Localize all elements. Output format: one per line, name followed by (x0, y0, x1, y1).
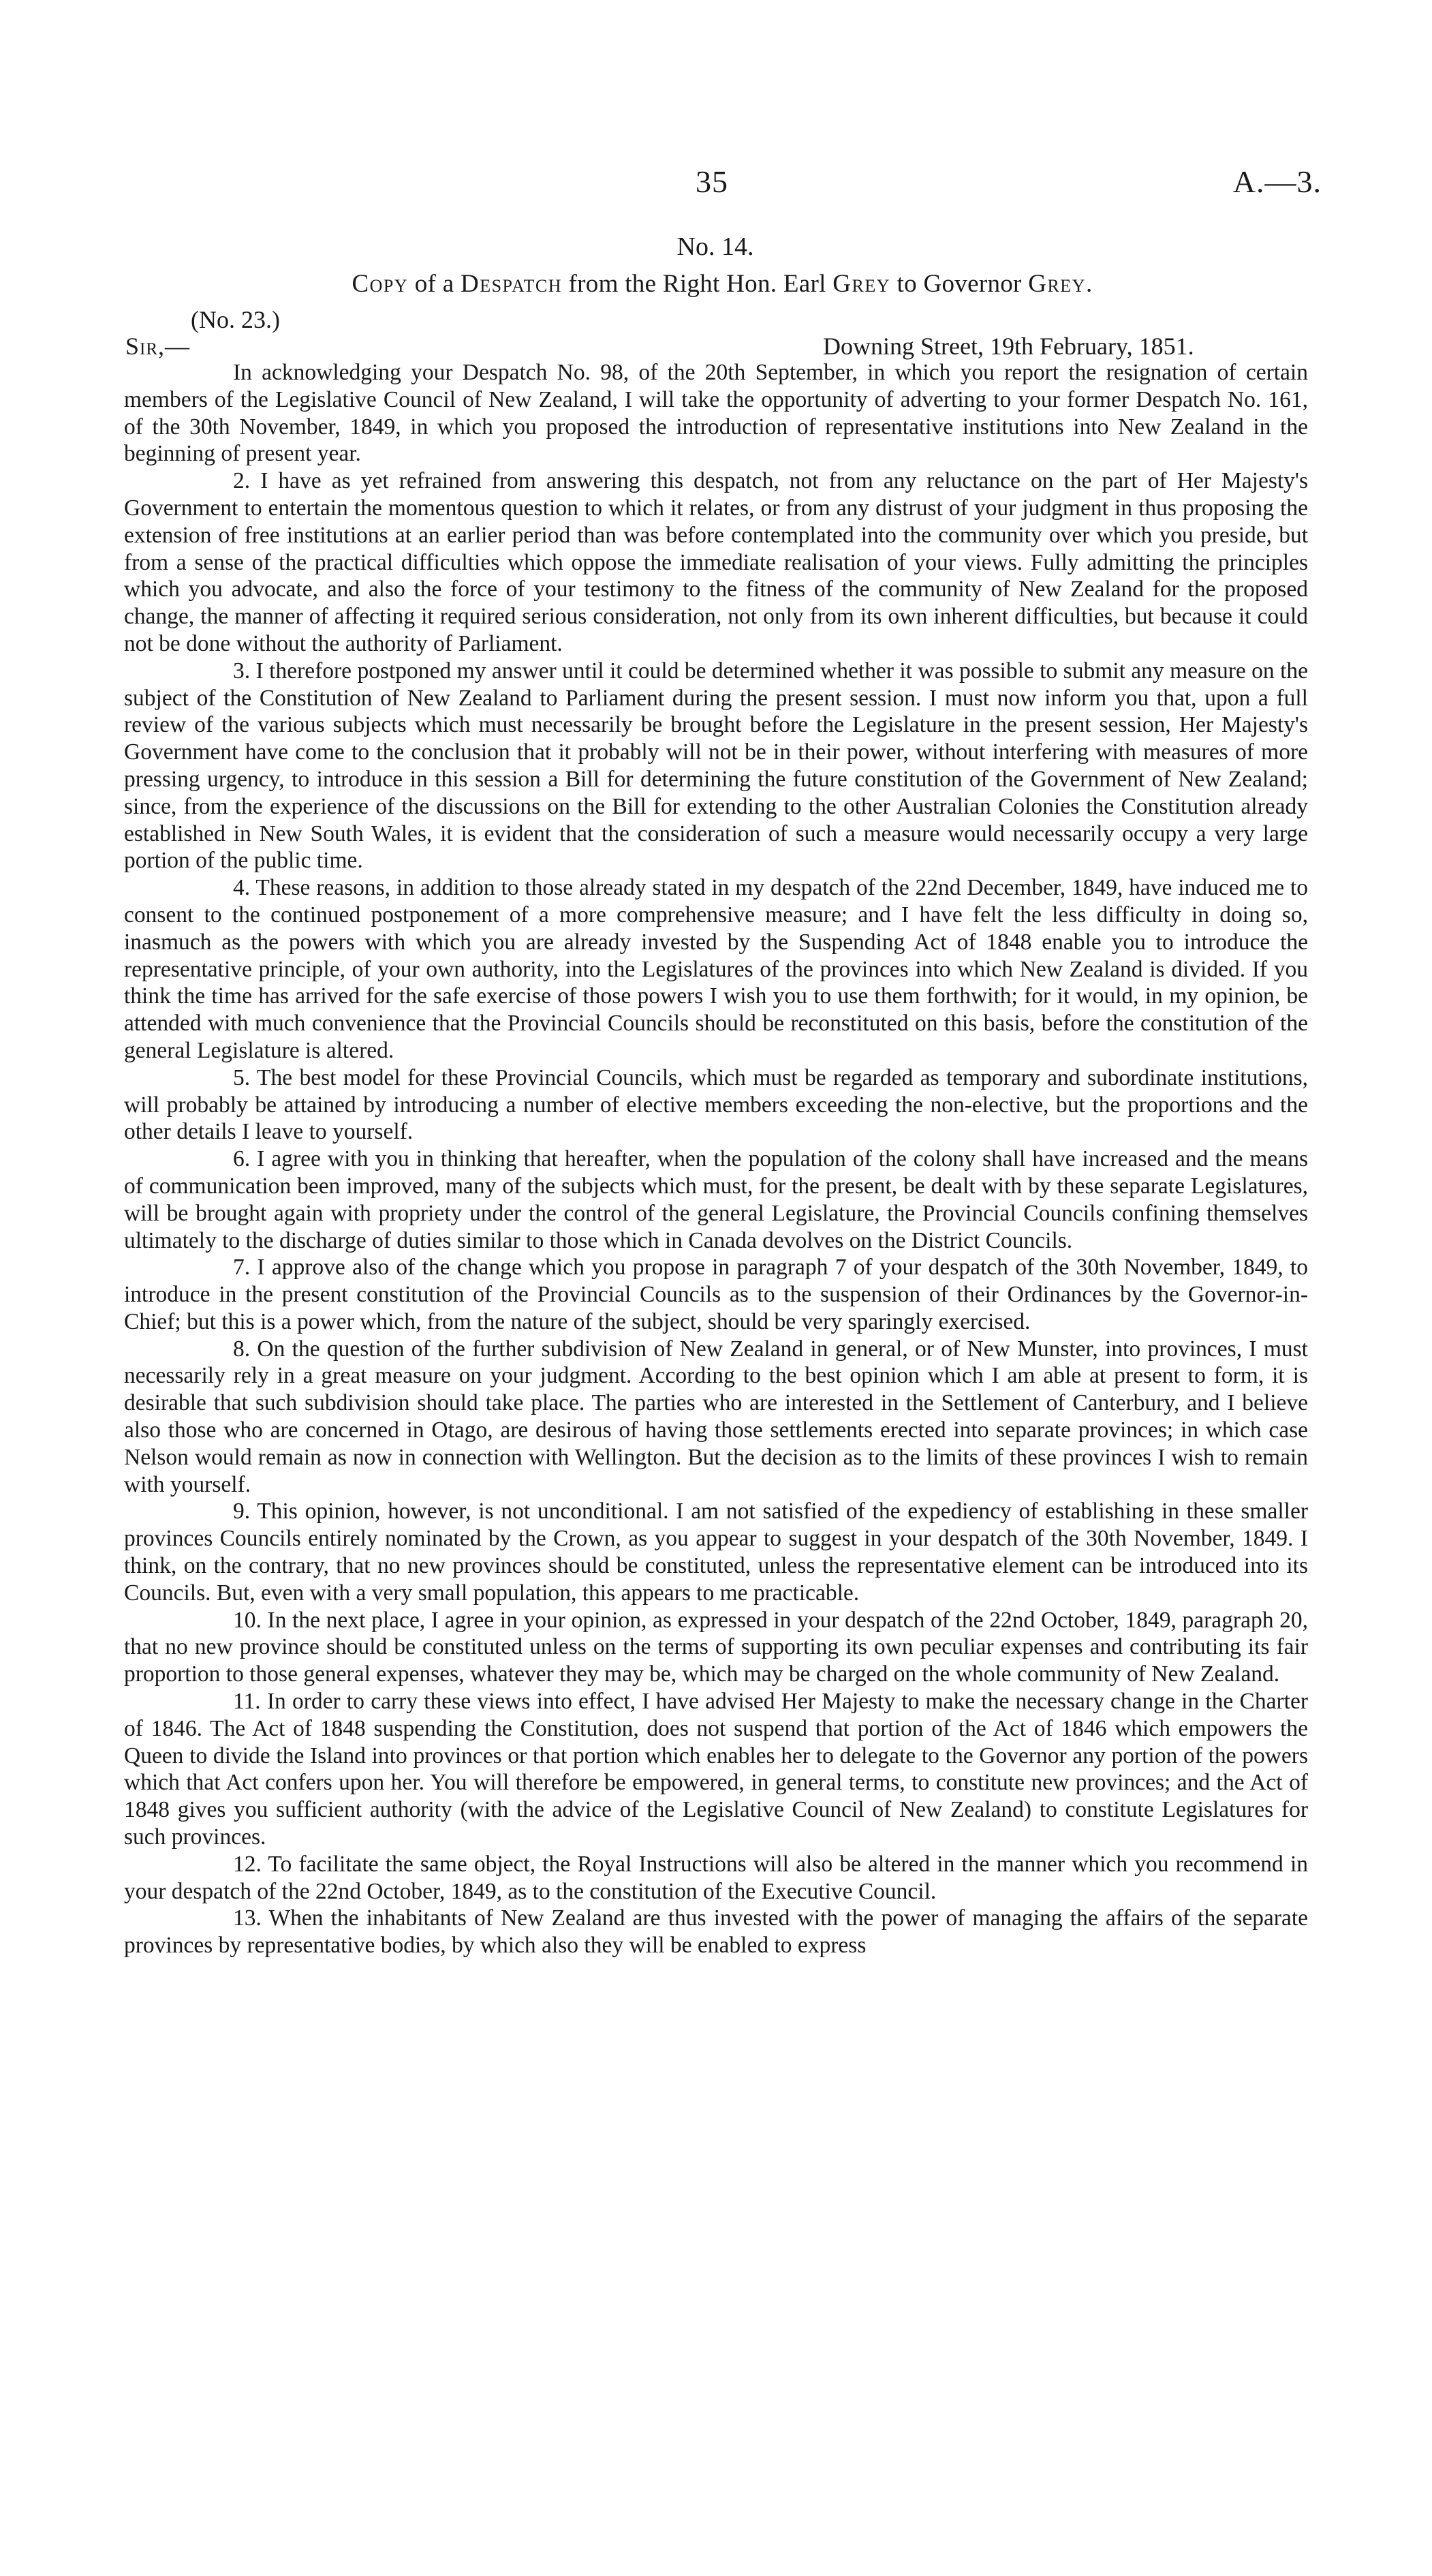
salutation: Sir,— (125, 333, 191, 360)
page-reference: A.—3. (1232, 164, 1322, 199)
paragraph-10: 10. In the next place, I agree in your opinion, as expressed in your despatch of the 22nd October, 1849, paragraph 20, that no new province should be constituted unless on the terms of supporting its own peculiar expenses and contributing its fair proportion to those general expenses, whatever they may be, which may be charged on the whole community of New Zealand. (124, 1607, 1308, 1687)
title-end: . (1085, 270, 1093, 298)
title-despatch: Despatch (460, 270, 562, 298)
title-of-a: of a (408, 270, 461, 298)
despatch-number: (No. 23.) (191, 306, 280, 333)
paragraph-7: 7. I approve also of the change which you propose in paragraph 7 of your despatch of the 30th November, 1849, to introduce in the present constitution of the Provincial Councils as to the suspension of their Ordinances by the Governor-in-Chief; but this is a power which, from the nature of the subject, should be very sparingly exercised. (124, 1255, 1308, 1334)
title-from: from the Right Hon. Earl (562, 270, 833, 298)
title-recipient: Grey (1028, 270, 1086, 298)
paragraph-1: In acknowledging your Despatch No. 98, of the 20th September, in which you report the resignation of certain members of the Legislative Council of New Zealand, I will take the opportunity of adverting to your former Despatch No. 161, of the 30th November, 1849, in which you proposed the introduction of representative institutions into New Zealand in the beginning of present year. (124, 360, 1308, 467)
title-copy: Copy (352, 270, 409, 298)
paragraph-9: 9. This opinion, however, is not unconditional. I am not satisfied of the expediency of establishing in these smaller provinces Councils entirely nominated by the Crown, as you appear to suggest in your despatch of the 30th November, 1849. I think, on the contrary, that no new provinces should be constituted, unless the representative element can be introduced into its Councils. But, even with a very small population, this appears to me practicable. (124, 1499, 1308, 1606)
paragraph-3: 3. I therefore postponed my answer until it could be determined whether it was possible to submit any measure on the subject of the Constitution of New Zealand to Parliament during the present session. I must now inform you that, upon a full review of the various subjects which must necessarily be brought before the Legislature in the present session, Her Majesty's Government have come to the conclusion that it probably will not be in their power, without interfering with measures of more pressing urgency, to introduce in this session a Bill for determining the future constitution of the Government of New Zealand; since, from the experience of the discussions on the Bill for extending to the other Australian Colonies the Constitution already established in New South Wales, it is evident that the consideration of such a measure would necessarily occupy a very large portion of the public time. (124, 658, 1308, 874)
title-to: to Governor (890, 270, 1029, 298)
paragraph-13: 13. When the inhabitants of New Zealand are thus invested with the power of managing the affairs of the separate provinces by representative bodies, by which also they will be enabled to express (124, 1905, 1308, 1959)
document-number: No. 14. (676, 232, 754, 261)
paragraph-11: 11. In order to carry these views into effect, I have advised Her Majesty to make the necessary change in the Charter of 1846. The Act of 1848 suspending the Constitution, does not suspend that portion of the Act of 1846 which empowers the Queen to divide the Island into provinces or that portion which enables her to delegate to the Governor any portion of the powers which that Act confers upon her. You will therefore be empowered, in general terms, to constitute new provinces; and the Act of 1848 gives you sufficient authority (with the advice of the Legislative Council of New Zealand) to constitute Legislatures for such provinces. (124, 1689, 1308, 1850)
place-and-date: Downing Street, 19th February, 1851. (823, 333, 1194, 360)
page-number: 35 (696, 164, 728, 199)
document-title (109, 269, 1335, 298)
paragraph-5: 5. The best model for these Provincial Councils, which must be regarded as temporary and subordinate institutions, will probably be attained by introducing a number of elective members exceeding the non-elective, but the proportions and the other details I leave to yourself. (124, 1064, 1308, 1145)
paragraph-12: 12. To facilitate the same object, the Royal Instructions will also be altered in the manner which you recommend in your despatch of the 22nd October, 1849, as to the constitution of the Executive Council. (124, 1851, 1308, 1904)
paragraph-4: 4. These reasons, in addition to those already stated in my despatch of the 22nd December, 1849, have induced me to consent to the continued postponement of a more comprehensive measure; and I have felt the less difficulty in doing so, inasmuch as the powers with which you are already invested by the Suspending Act of 1848 enable you to introduce the representative principle, of your own authority, into the Legislatures of the provinces into which New Zealand is divided. If you think the time has arrived for the safe exercise of those powers I wish you to use them forthwith; for it would, in my opinion, be attended with much convenience that the Provincial Councils should be reconstituted on this basis, before the constitution of the general Legislature is altered. (124, 875, 1308, 1063)
despatch-body (124, 359, 1308, 1959)
paragraph-6: 6. I agree with you in thinking that hereafter, when the population of the colony shall have increased and the means of communication been improved, many of the subjects which must, for the present, be dealt with by these separate Legislatures, will be brought again with propriety under the control of the general Legislature, the Provincial Councils confining themselves ultimately to the discharge of duties similar to those which in Canada devolves on the District Councils. (124, 1146, 1308, 1253)
title-sender: Grey (832, 270, 890, 298)
paragraph-8: 8. On the question of the further subdivision of New Zealand in general, or of New Munster, into provinces, I must necessarily rely in a great measure on your judgment. According to the best opinion which I am able at present to form, it is desirable that such subdivision should take place. The parties who are interested in the Settlement of Canterbury, and I believe also those who are concerned in Otago, are desirous of having those settlements erected into separate provinces; in which case Nelson would remain as now in connection with Wellington. But the decision as to the limits of these provinces I wish to remain with yourself. (124, 1336, 1308, 1497)
paragraph-2: 2. I have as yet refrained from answering this despatch, not from any reluctance on the part of Her Majesty's Government to entertain the momentous question to which it relates, or from any distrust of your judgment in thus proposing the extension of free institutions at an earlier period than was before contemplated into the community over which you preside, but from a sense of the practical difficulties which oppose the immediate realisation of your views. Fully admitting the principles which you advocate, and also the force of your testimony to the fitness of the community of New Zealand for the proposed change, the manner of affecting it required serious consideration, not only from its own inherent difficulties, but because it could not be done without the authority of Parliament. (124, 468, 1308, 656)
